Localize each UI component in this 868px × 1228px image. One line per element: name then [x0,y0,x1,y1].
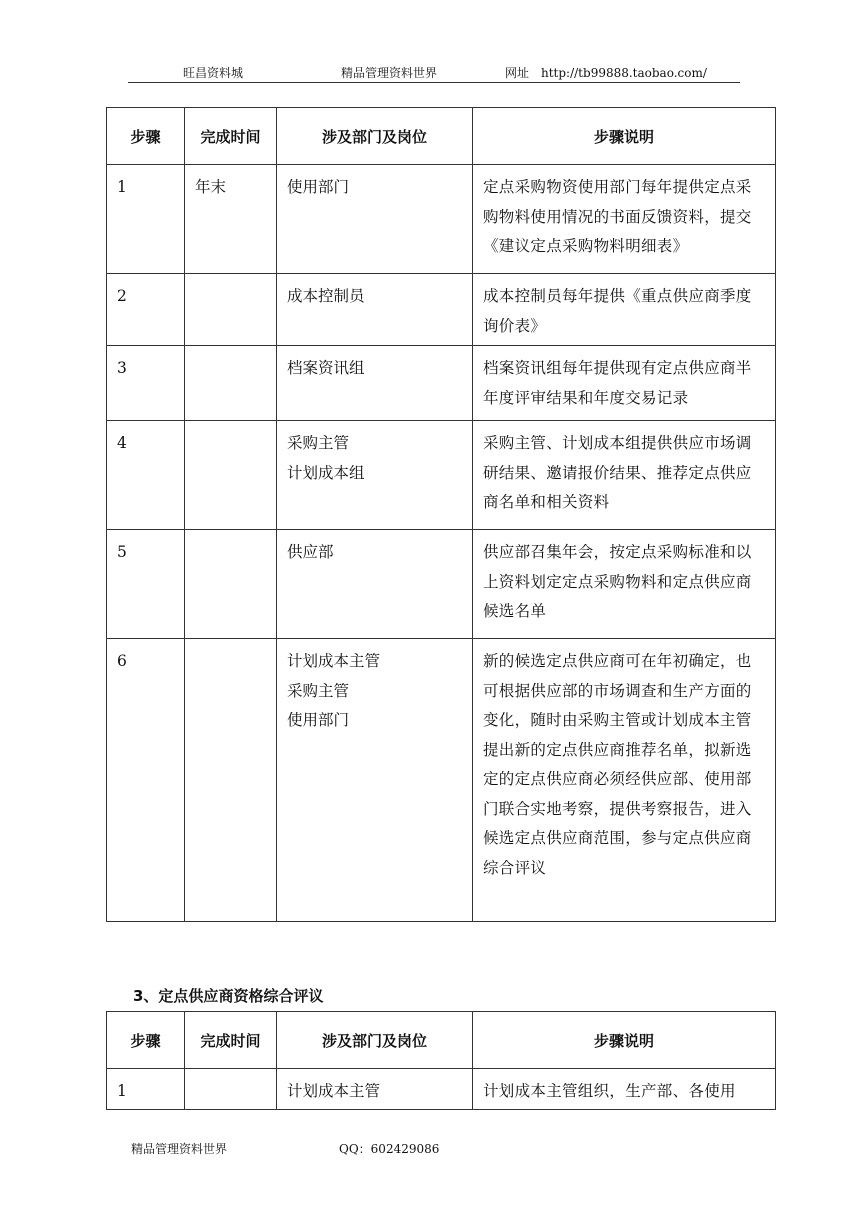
time-cell [185,639,277,922]
dept-line: 使用部门 [287,711,350,729]
dept-line: 采购主管 [287,434,350,452]
column-header-desc: 步骤说明 [473,108,776,165]
desc-cell: 新的候选定点供应商可在年初确定，也可根据供应部的市场调查和生产方面的变化，随时由采购主管或计划成本主管提出新的定点供应商推荐名单，拟新选定的定点供应商必须经供应部、使用部门联合实地考察，提供考察报告，进入候选定点供应商范围，参与定点供应商综合评议 [473,639,776,922]
dept-line: 计划成本主管 [287,1082,381,1100]
dept-cell [277,639,473,922]
column-header-step: 步骤 [107,1012,185,1069]
desc-cell: 成本控制员每年提供《重点供应商季度询价表》 [473,274,776,346]
dept-cell [277,530,473,639]
column-header-step: 步骤 [107,108,185,165]
header-url: 网址 http://tb99888.taobao.com/ [505,66,707,80]
desc-cell: 计划成本主管组织，生产部、各使用 [473,1069,776,1110]
table-row [107,1069,776,1110]
dept-cell [277,421,473,530]
step-cell: 1 [107,1069,185,1110]
dept-line: 计划成本主管 [287,652,381,670]
table-header-row [107,1012,776,1069]
step-cell: 5 [107,530,185,639]
dept-cell [277,346,473,421]
header-site-name: 旺昌资料城 [183,66,244,80]
column-header-time: 完成时间 [185,1012,277,1069]
time-cell [185,530,277,639]
column-header-dept: 涉及部门及岗位 [277,1012,473,1069]
dept-cell [277,1069,473,1110]
desc-cell: 采购主管、计划成本组提供供应市场调研结果、邀请报价结果、推荐定点供应商名单和相关资料 [473,421,776,530]
dept-line: 采购主管 [287,681,350,700]
dept-line: 档案资讯组 [287,359,365,377]
time-cell: 年末 [185,165,277,274]
column-header-desc: 步骤说明 [473,1012,776,1069]
dept-line: 供应部 [287,543,334,561]
step-cell: 6 [107,639,185,922]
step-cell: 1 [107,165,185,274]
header-slogan: 精品管理资料世界 [341,66,438,80]
dept-cell [277,274,473,346]
dept-cell [277,165,473,274]
desc-cell: 定点采购物资使用部门每年提供定点采购物料使用情况的书面反馈资料，提交《建议定点采购物料明细表》 [473,165,776,274]
procedure-table-1 [106,107,776,922]
table-row [107,165,776,274]
table-row [107,346,776,421]
table-row [107,639,776,922]
section-heading: 3、定点供应商资格综合评议 [133,987,324,1005]
dept-line: 计划成本组 [287,463,365,482]
table-row [107,530,776,639]
table-row [107,421,776,530]
table-row [107,274,776,346]
desc-cell: 供应部召集年会，按定点采购标准和以上资料划定定点采购物料和定点供应商候选名单 [473,530,776,639]
table-header-row [107,108,776,165]
desc-cell: 档案资讯组每年提供现有定点供应商半年度评审结果和年度交易记录 [473,346,776,421]
column-header-dept: 涉及部门及岗位 [277,108,473,165]
time-cell [185,274,277,346]
dept-line: 成本控制员 [287,287,365,305]
step-cell: 4 [107,421,185,530]
footer-qq: QQ：602429086 [339,1142,440,1156]
time-cell [185,1069,277,1110]
step-cell: 2 [107,274,185,346]
step-cell: 3 [107,346,185,421]
dept-line: 使用部门 [287,178,350,196]
footer-site-name: 精品管理资料世界 [131,1142,228,1156]
time-cell [185,346,277,421]
page-header [128,62,740,83]
time-cell [185,421,277,530]
column-header-time: 完成时间 [185,108,277,165]
procedure-table-2 [106,1011,776,1110]
